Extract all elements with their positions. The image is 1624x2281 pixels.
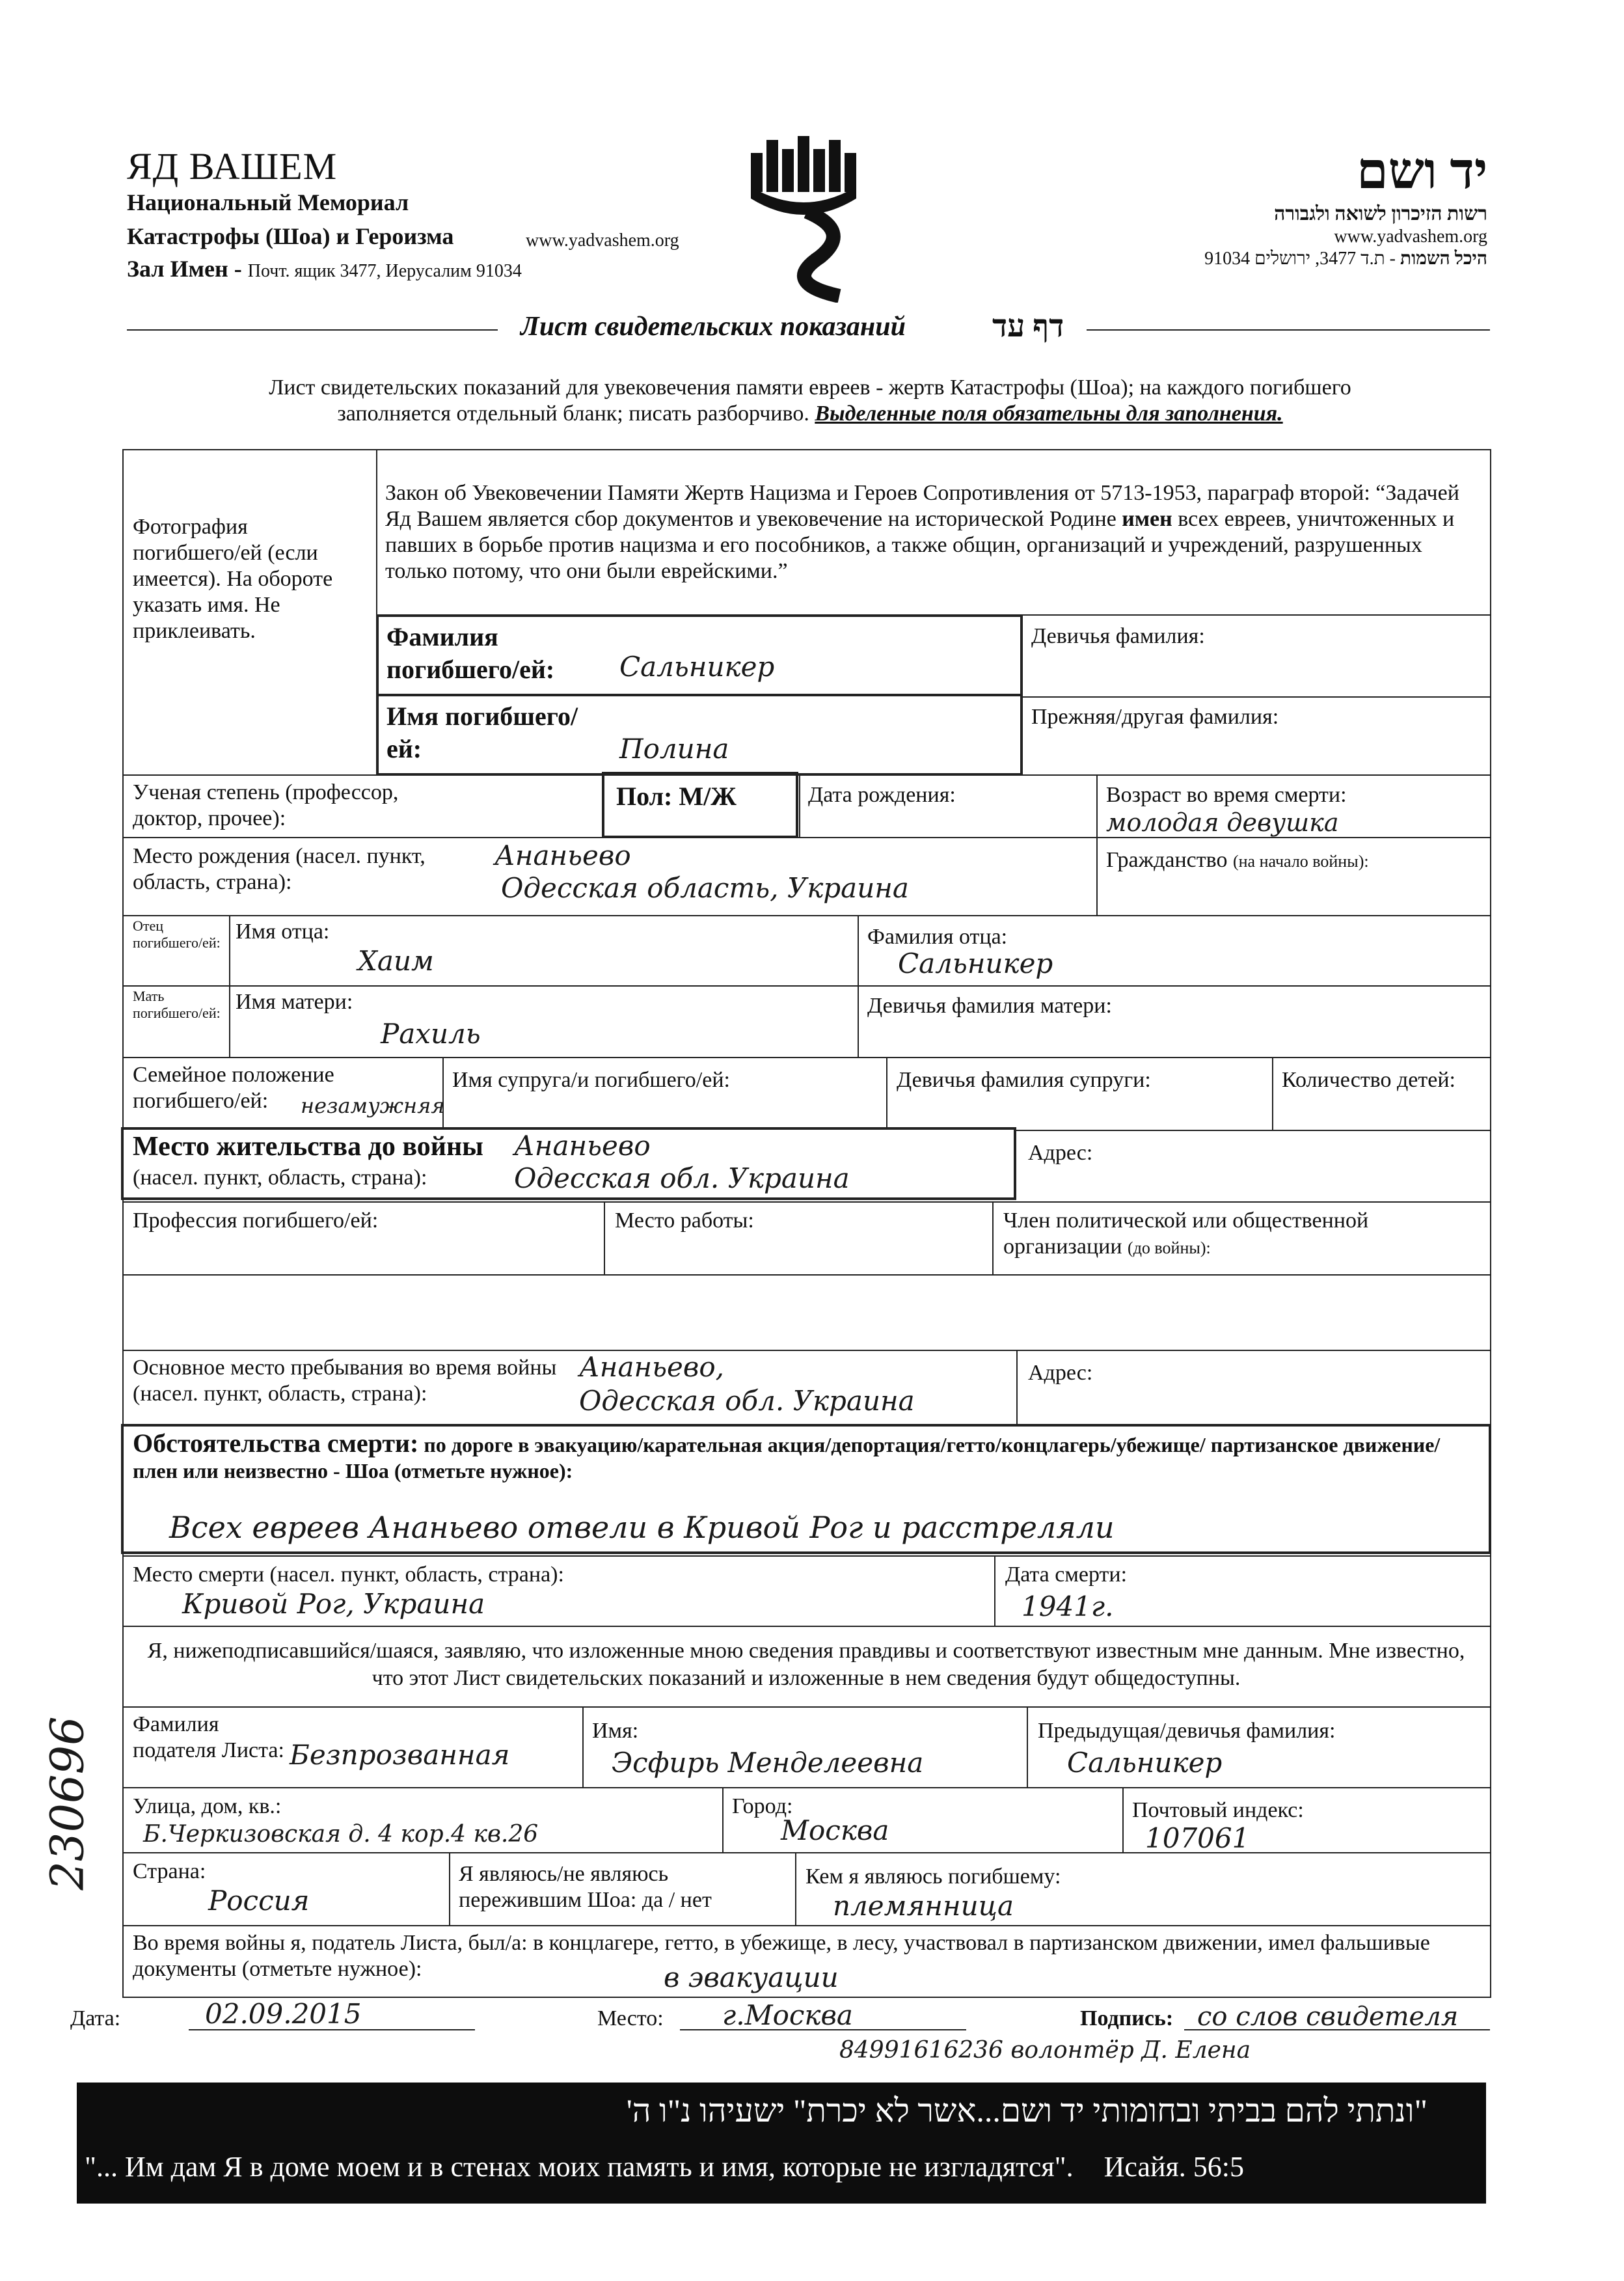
law-text: Закон об Увековечении Памяти Жертв Нацизма и Героев Сопротивления от 5713-1953, параграф второй: “Задачей Яд Вашем является сбор документов и увековечение на исторической Родине имен всех евреев, уничтоженных и павших в борьбе против нацизма и его пособников, а также общин, организаций и учреждений, разрушенных только потому, что они были еврейскими.” — [385, 481, 1459, 583]
yad-vashem-logo — [742, 133, 865, 303]
spouse-label: Имя супруга/и погибшего/ей: — [452, 1068, 730, 1092]
birthplace-label: Место рождения (насел. пункт, область, страна): — [133, 844, 426, 894]
marital-label: Семейное положение погибшего/ей: — [133, 1063, 334, 1113]
divider-member — [992, 1201, 994, 1274]
divider-submitter-prev — [1027, 1706, 1028, 1787]
street-value: Б.Черкизовская д. 4 кор.4 кв.26 — [143, 1821, 539, 1848]
divider-zip — [1122, 1787, 1124, 1852]
street-label: Улица, дом, кв.: — [133, 1794, 282, 1818]
birthplace-value1: Ананьево — [494, 840, 631, 871]
title-rule-left — [127, 329, 498, 331]
he-line3 — [1204, 249, 1487, 269]
url-left: www.yadvashem.org — [526, 230, 679, 251]
rule-mother-row — [122, 985, 1491, 987]
footer-ru-quote — [85, 2150, 1244, 2183]
victim-name-field[interactable] — [376, 694, 1023, 776]
residence-field[interactable] — [121, 1127, 1016, 1200]
divider-spouse-maiden — [886, 1057, 887, 1130]
place-underline — [680, 2029, 966, 2030]
victim-name-label: Имя погибшего/ей: — [386, 702, 578, 763]
divider-workplace — [604, 1201, 605, 1274]
footer-he-quote: "ונתתי להם בביתי ובחומותי יד ושם...אשר לא יכרת" ישעיהו נ"ו ה' — [626, 2092, 1428, 2129]
mother-maiden-label: Девичья фамилия матери: — [867, 994, 1112, 1018]
intro-line1: Лист свидетельских показаний для увековечения памяти евреев - жертв Катастрофы (Шоа); на каждого погибшего — [269, 376, 1351, 400]
marital-value: незамужняя — [301, 1093, 445, 1118]
residence-value2: Одесская обл. Украина — [514, 1162, 850, 1194]
rule-submitter-row — [122, 1706, 1491, 1708]
rule-marital-row — [122, 1057, 1491, 1058]
submitter-surname-value: Безпрозванная — [290, 1739, 510, 1771]
age-value: молодая девушка — [1106, 808, 1339, 837]
victim-name-value: Полина — [619, 733, 729, 765]
wartime-address-label: Адрес: — [1028, 1361, 1093, 1385]
hall-label: Зал Имен - — [127, 256, 242, 282]
father-tag: Отец погибшего/ей: — [133, 918, 221, 951]
sex-field[interactable] — [602, 772, 798, 838]
divider-survivor — [449, 1852, 450, 1925]
rule-residence-row — [1015, 1130, 1491, 1131]
divider-city — [722, 1787, 724, 1852]
sign-value: со слов свидетеля — [1197, 2002, 1459, 2032]
rule-war-row — [122, 1925, 1491, 1926]
divider-submitter-name — [582, 1706, 584, 1787]
war-value: в эвакуации — [664, 1961, 839, 1993]
member-label: Член политической или общественной организации (до войны): — [1003, 1209, 1369, 1259]
org-name-he: יד ושם — [1357, 143, 1488, 199]
sex-label: Пол: М/Ж — [616, 782, 737, 811]
rule-father-row — [122, 915, 1491, 916]
memorial-line1: Национальный Мемориал — [127, 189, 409, 215]
birthplace-value2: Одесская область, Украина — [501, 872, 909, 904]
zip-label: Почтовый индекс: — [1132, 1798, 1304, 1822]
sheet-title-he: דף עד — [992, 309, 1064, 344]
rule-name-row — [1023, 696, 1491, 698]
footer-band — [77, 2083, 1486, 2204]
sign-underline — [1184, 2029, 1490, 2030]
wartime-value2: Одесская обл. Украина — [579, 1385, 915, 1417]
submitter-prev-label: Предыдущая/девичья фамилия: — [1038, 1719, 1336, 1743]
divider-spouse — [442, 1057, 444, 1130]
country-value: Россия — [208, 1885, 310, 1917]
circumstances-field[interactable] — [121, 1424, 1491, 1554]
side-number: 230696 — [40, 1716, 94, 1891]
mother-name-label: Имя матери: — [236, 990, 353, 1014]
circumstances-label: Обстоятельства смерти: по дороге в эвакуацию/карательная акция/депортация/гетто/концлагерь/убежище/ партизанское движение/плен или неизвестно - Шоа (отметьте нужное): — [133, 1428, 1441, 1482]
divider-wartime-address — [1016, 1350, 1018, 1425]
intro-text — [127, 375, 1493, 427]
wartime-label: Основное место пребывания во время войны (насел. пункт, область, страна): — [133, 1356, 557, 1406]
place-value: г.Москва — [722, 1999, 853, 2031]
residence-label-rest: (насел. пункт, область, страна): — [133, 1166, 427, 1190]
father-name-label: Имя отца: — [236, 920, 330, 944]
memorial-line2: Катастрофы (Шоа) и Героизма — [127, 223, 454, 249]
rule-degree-row — [122, 774, 1491, 776]
wartime-value1: Ананьево, — [579, 1351, 724, 1383]
intro-required: Выделенные поля обязательны для заполнения. — [815, 402, 1283, 426]
relation-label: Кем я являюсь погибшему: — [805, 1864, 1061, 1889]
he-hall-address: - ת.ד 3477, ירושלים 91034 — [1204, 249, 1396, 269]
url-right: www.yadvashem.org — [1334, 226, 1487, 247]
death-date-value: 1941г. — [1022, 1591, 1114, 1622]
profession-label: Профессия погибшего/ей: — [133, 1209, 379, 1233]
death-place-label: Место смерти (насел. пункт, область, страна): — [133, 1563, 564, 1587]
country-label: Страна: — [133, 1859, 206, 1883]
he-line1: רשות הזיכרון לשואה ולגבורה — [1274, 203, 1487, 225]
workplace-label: Место работы: — [615, 1209, 754, 1233]
dob-label: Дата рождения: — [808, 783, 956, 807]
divider-death-date — [994, 1555, 995, 1626]
date-label: Дата: — [70, 2006, 121, 2030]
rule-country-row — [122, 1852, 1491, 1853]
victim-other-surname-label: Прежняя/другая фамилия: — [1031, 705, 1279, 729]
submitter-prev-value: Сальникер — [1067, 1747, 1223, 1779]
degree-label: Ученая степень (профессор, доктор, прочее): — [133, 780, 399, 830]
divider-age — [1096, 774, 1098, 837]
divider-dob — [799, 774, 800, 837]
org-name-ru: ЯД ВАШЕМ — [127, 145, 338, 187]
rule-birthplace-row — [122, 837, 1491, 838]
spouse-maiden-label: Девичья фамилия супруги: — [897, 1068, 1151, 1092]
rule-profession-row — [122, 1201, 1491, 1203]
city-value: Москва — [781, 1814, 889, 1846]
city-label: Город: — [732, 1794, 793, 1818]
mother-tag: Мать погибшего/ей: — [133, 988, 221, 1021]
zip-value: 107061 — [1145, 1822, 1250, 1854]
declaration-text: Я, нижеподписавшийся/шаяся, заявляю, что изложенные мною сведения правдивы и соответствуют известным мне данным. Мне известно, что этот Лист свидетельских показаний и изложенные в нем сведения будут общедоступны. — [147, 1639, 1465, 1690]
rule-wartime-row — [122, 1350, 1491, 1351]
submitter-name-label: Имя: — [592, 1719, 639, 1743]
title-rule-right — [1087, 329, 1490, 331]
submitter-name-value: Эсфирь Менделеевна — [612, 1747, 924, 1779]
survivor-label: Я являюсь/не являюсь пережившим Шоа: да / нет — [459, 1862, 712, 1912]
intro-line2: заполняется отдельный бланк; писать разборчиво. Выделенные поля обязательны для заполнения. — [337, 402, 1283, 426]
residence-value1: Ананьево — [514, 1130, 651, 1162]
divider-relation — [795, 1852, 796, 1925]
place-label: Место: — [597, 2006, 664, 2030]
war-label: Во время войны я, податель Листа, был/а: в концлагере, гетто, в убежище, в лесу, участвовал в партизанском движении, имел фальшивые документы (отметьте нужное): — [133, 1931, 1430, 1981]
victim-surname-label: Фамилия погибшего/ей: — [386, 622, 555, 684]
father-surname-label: Фамилия отца: — [867, 925, 1008, 949]
age-label: Возраст во время смерти: — [1106, 783, 1347, 807]
date-value: 02.09.2015 — [205, 1998, 362, 2030]
death-date-label: Дата смерти: — [1005, 1563, 1128, 1587]
he-hall-label: היכל השמות — [1400, 249, 1487, 269]
rule-death-row — [122, 1555, 1491, 1557]
father-surname-value: Сальникер — [898, 948, 1053, 979]
footer-ru-source: Исайя. 56:5 — [1103, 2151, 1244, 2183]
mother-name-value: Рахиль — [381, 1018, 481, 1050]
residence-label-bold: Место жительства до войны — [133, 1132, 483, 1162]
submitter-surname-label: Фамилия подателя Листа: — [133, 1712, 284, 1762]
rule-declaration — [122, 1626, 1491, 1627]
photo-label: Фотография погибшего/ей (если имеется). На обороте указать имя. Не приклеивать. — [133, 515, 333, 643]
citizenship-label: Гражданство (на начало войны): — [1106, 848, 1369, 872]
divider-citizenship — [1096, 837, 1098, 915]
sheet-title: Лист свидетельских показаний — [521, 312, 906, 342]
children-label: Количество детей: — [1282, 1068, 1455, 1092]
rule-street-row — [122, 1787, 1491, 1788]
footer-ru-text: "... Им дам Я в доме моем и в стенах моих память и имя, которые не изгладятся". — [85, 2151, 1074, 2183]
residence-address-label: Адрес: — [1028, 1141, 1093, 1165]
victim-maiden-label: Девичья фамилия: — [1031, 624, 1205, 648]
victim-surname-field[interactable] — [376, 614, 1023, 696]
relation-value: племянница — [833, 1890, 1014, 1922]
circumstances-value: Всех евреев Ананьево отвели в Кривой Рог и расстреляли — [169, 1510, 1115, 1545]
sign-label: Подпись: — [1080, 2006, 1174, 2030]
volunteer-note: 84991616236 волонтёр Д. Елена — [839, 2037, 1251, 2064]
rule-blank-row — [122, 1274, 1491, 1276]
divider-children — [1272, 1057, 1273, 1130]
death-place-value: Кривой Рог, Украина — [182, 1588, 485, 1620]
victim-surname-value: Сальникер — [619, 651, 775, 683]
father-name-value: Хаим — [358, 945, 434, 977]
date-underline — [189, 2029, 475, 2030]
hall-address — [127, 255, 522, 282]
hall-address-text: Почт. ящик 3477, Иерусалим 91034 — [247, 261, 522, 281]
